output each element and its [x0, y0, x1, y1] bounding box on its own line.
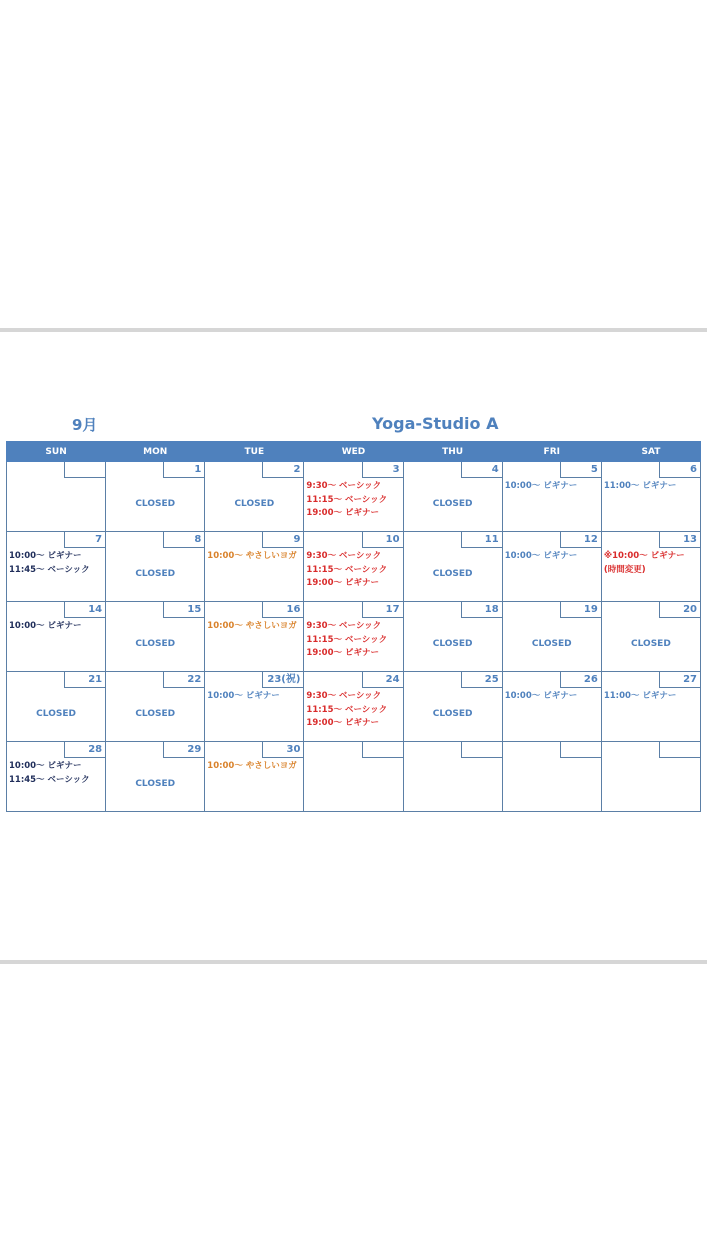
class-list	[505, 480, 599, 494]
class-list	[604, 690, 698, 704]
day-number: 18	[461, 602, 502, 618]
class-entry: 11:15～ ベーシック	[306, 634, 388, 645]
day-number: 9	[262, 532, 303, 548]
day-number: 11	[461, 532, 502, 548]
class-entry: 11:00～ ビギナー	[603, 691, 677, 701]
day-cell[interactable]	[205, 742, 304, 812]
class-entry: 9:30～ ベーシック	[306, 481, 382, 491]
day-number: 13	[659, 532, 700, 548]
class-entry: 10:00～ やさしいヨガ	[207, 761, 297, 771]
class-list	[207, 550, 301, 564]
day-cell[interactable]	[601, 532, 700, 602]
day-number	[560, 742, 601, 758]
closed-label: CLOSED	[234, 499, 275, 509]
class-entry: 10:00～ ビギナー	[504, 691, 578, 701]
day-cell[interactable]	[403, 742, 502, 812]
day-number: 1	[163, 462, 204, 478]
weekday-header-row	[7, 442, 701, 462]
class-entry: 10:00～ やさしいヨガ	[207, 621, 297, 631]
day-number: 2	[262, 462, 303, 478]
day-number: 8	[163, 532, 204, 548]
day-cell[interactable]	[7, 672, 106, 742]
day-number: 22	[163, 672, 204, 688]
class-entry: (時間変更)	[603, 564, 646, 575]
day-cell[interactable]	[403, 462, 502, 532]
studio-title: Yoga-Studio A	[372, 414, 499, 433]
weekday-sat: SAT	[601, 442, 700, 462]
calendar-body	[7, 462, 701, 812]
day-number: 5	[560, 462, 601, 478]
day-number: 16	[262, 602, 303, 618]
closed-label: CLOSED	[135, 569, 176, 579]
day-cell[interactable]	[502, 742, 601, 812]
day-number: 24	[362, 672, 403, 688]
class-entry: 11:45～ ベーシック	[9, 564, 90, 575]
day-cell[interactable]	[304, 602, 403, 672]
day-cell[interactable]	[205, 602, 304, 672]
week-row	[7, 462, 701, 532]
day-number: 19	[560, 602, 601, 618]
day-number: 4	[461, 462, 502, 478]
class-entry: 19:00～ ビギナー	[306, 718, 379, 728]
day-cell[interactable]	[205, 462, 304, 532]
weekday-thu: THU	[403, 442, 502, 462]
class-entry: 9:30～ ベーシック	[306, 621, 382, 631]
day-number: 29	[163, 742, 204, 758]
closed-label: CLOSED	[531, 639, 572, 649]
class-entry: 11:45～ ベーシック	[9, 774, 90, 785]
day-cell[interactable]	[106, 742, 205, 812]
day-cell[interactable]	[106, 462, 205, 532]
closed-label: CLOSED	[432, 569, 473, 579]
class-entry: 11:15～ ベーシック	[306, 494, 388, 505]
day-number: 3	[362, 462, 403, 478]
day-number: 30	[262, 742, 303, 758]
day-number: 20	[659, 602, 700, 618]
day-cell[interactable]	[106, 672, 205, 742]
class-list	[207, 690, 301, 704]
class-list	[505, 550, 599, 564]
class-entry: 10:00～ ビギナー	[9, 621, 82, 631]
day-number: 12	[560, 532, 601, 548]
class-list	[9, 760, 103, 787]
day-number	[659, 742, 700, 758]
class-entry: 11:00～ ビギナー	[603, 481, 677, 491]
day-cell[interactable]	[7, 532, 106, 602]
day-cell[interactable]	[7, 602, 106, 672]
class-entry: 19:00～ ビギナー	[306, 648, 379, 658]
bottom-separator	[0, 960, 707, 964]
class-list	[207, 760, 301, 774]
closed-label: CLOSED	[631, 639, 671, 649]
closed-label: CLOSED	[135, 709, 176, 719]
day-number: 21	[64, 672, 105, 688]
class-list	[306, 620, 400, 661]
weekday-wed: WED	[304, 442, 403, 462]
weekday-fri: FRI	[502, 442, 601, 462]
day-cell[interactable]	[304, 532, 403, 602]
day-number: 17	[362, 602, 403, 618]
class-list	[9, 620, 103, 634]
month-title: 9月	[72, 416, 98, 434]
class-entry: 10:00～ やさしいヨガ	[207, 551, 297, 561]
day-number: 15	[163, 602, 204, 618]
class-entry: 10:00～ ビギナー	[207, 691, 280, 701]
class-list	[207, 620, 301, 634]
class-entry: 10:00～ ビギナー	[504, 551, 578, 561]
class-entry: 9:30～ ベーシック	[306, 551, 382, 561]
day-cell[interactable]	[304, 462, 403, 532]
day-cell[interactable]	[403, 602, 502, 672]
day-cell[interactable]	[304, 742, 403, 812]
class-entry: 19:00～ ビギナー	[306, 578, 379, 588]
class-entry: 11:15～ ベーシック	[306, 704, 388, 715]
week-row	[7, 532, 701, 602]
weekday-sun: SUN	[7, 442, 106, 462]
day-cell[interactable]	[502, 532, 601, 602]
week-row	[7, 602, 701, 672]
closed-label: CLOSED	[135, 779, 176, 789]
closed-label: CLOSED	[432, 639, 473, 649]
day-number	[362, 742, 403, 758]
day-cell[interactable]	[502, 602, 601, 672]
closed-label: CLOSED	[135, 499, 176, 509]
class-entry: 10:00～ ビギナー	[9, 551, 82, 561]
day-cell[interactable]	[403, 532, 502, 602]
top-separator	[0, 328, 707, 332]
day-cell[interactable]	[205, 672, 304, 742]
day-number: 7	[64, 532, 105, 548]
class-list	[9, 550, 103, 577]
class-list	[306, 480, 400, 521]
closed-label: CLOSED	[135, 639, 176, 649]
day-number: 10	[362, 532, 403, 548]
day-number: 6	[659, 462, 700, 478]
week-row	[7, 742, 701, 812]
closed-label: CLOSED	[432, 499, 473, 509]
day-number: 25	[461, 672, 502, 688]
day-cell[interactable]	[601, 602, 700, 672]
closed-label: CLOSED	[432, 709, 473, 719]
class-entry: 11:15～ ベーシック	[306, 564, 388, 575]
day-number: 26	[560, 672, 601, 688]
week-row	[7, 672, 701, 742]
day-cell[interactable]	[7, 742, 106, 812]
day-cell[interactable]	[106, 532, 205, 602]
class-list	[604, 480, 698, 494]
class-entry: ※10:00～ ビギナー	[603, 551, 685, 561]
day-cell[interactable]	[601, 462, 700, 532]
day-number: 14	[64, 602, 105, 618]
class-entry: 9:30～ ベーシック	[306, 691, 382, 701]
day-cell[interactable]	[502, 672, 601, 742]
weekday-tue: TUE	[205, 442, 304, 462]
class-entry: 10:00～ ビギナー	[504, 481, 578, 491]
day-cell[interactable]	[106, 602, 205, 672]
day-cell[interactable]	[304, 672, 403, 742]
class-list	[306, 550, 400, 591]
class-list	[604, 550, 698, 577]
day-number	[64, 462, 105, 478]
day-cell[interactable]	[601, 742, 700, 812]
weekday-mon: MON	[106, 442, 205, 462]
class-entry: 10:00～ ビギナー	[9, 761, 82, 771]
class-entry: 19:00～ ビギナー	[306, 508, 379, 518]
day-number: 27	[659, 672, 700, 688]
day-cell[interactable]	[7, 462, 106, 532]
day-cell[interactable]	[601, 672, 700, 742]
closed-label: CLOSED	[36, 709, 76, 719]
day-number: 23(祝)	[262, 672, 303, 688]
class-list	[505, 690, 599, 704]
day-number: 28	[64, 742, 105, 758]
day-cell[interactable]	[205, 532, 304, 602]
day-cell[interactable]	[403, 672, 502, 742]
calendar-table	[6, 441, 701, 812]
day-cell[interactable]	[502, 462, 601, 532]
class-list	[306, 690, 400, 731]
day-number	[461, 742, 502, 758]
